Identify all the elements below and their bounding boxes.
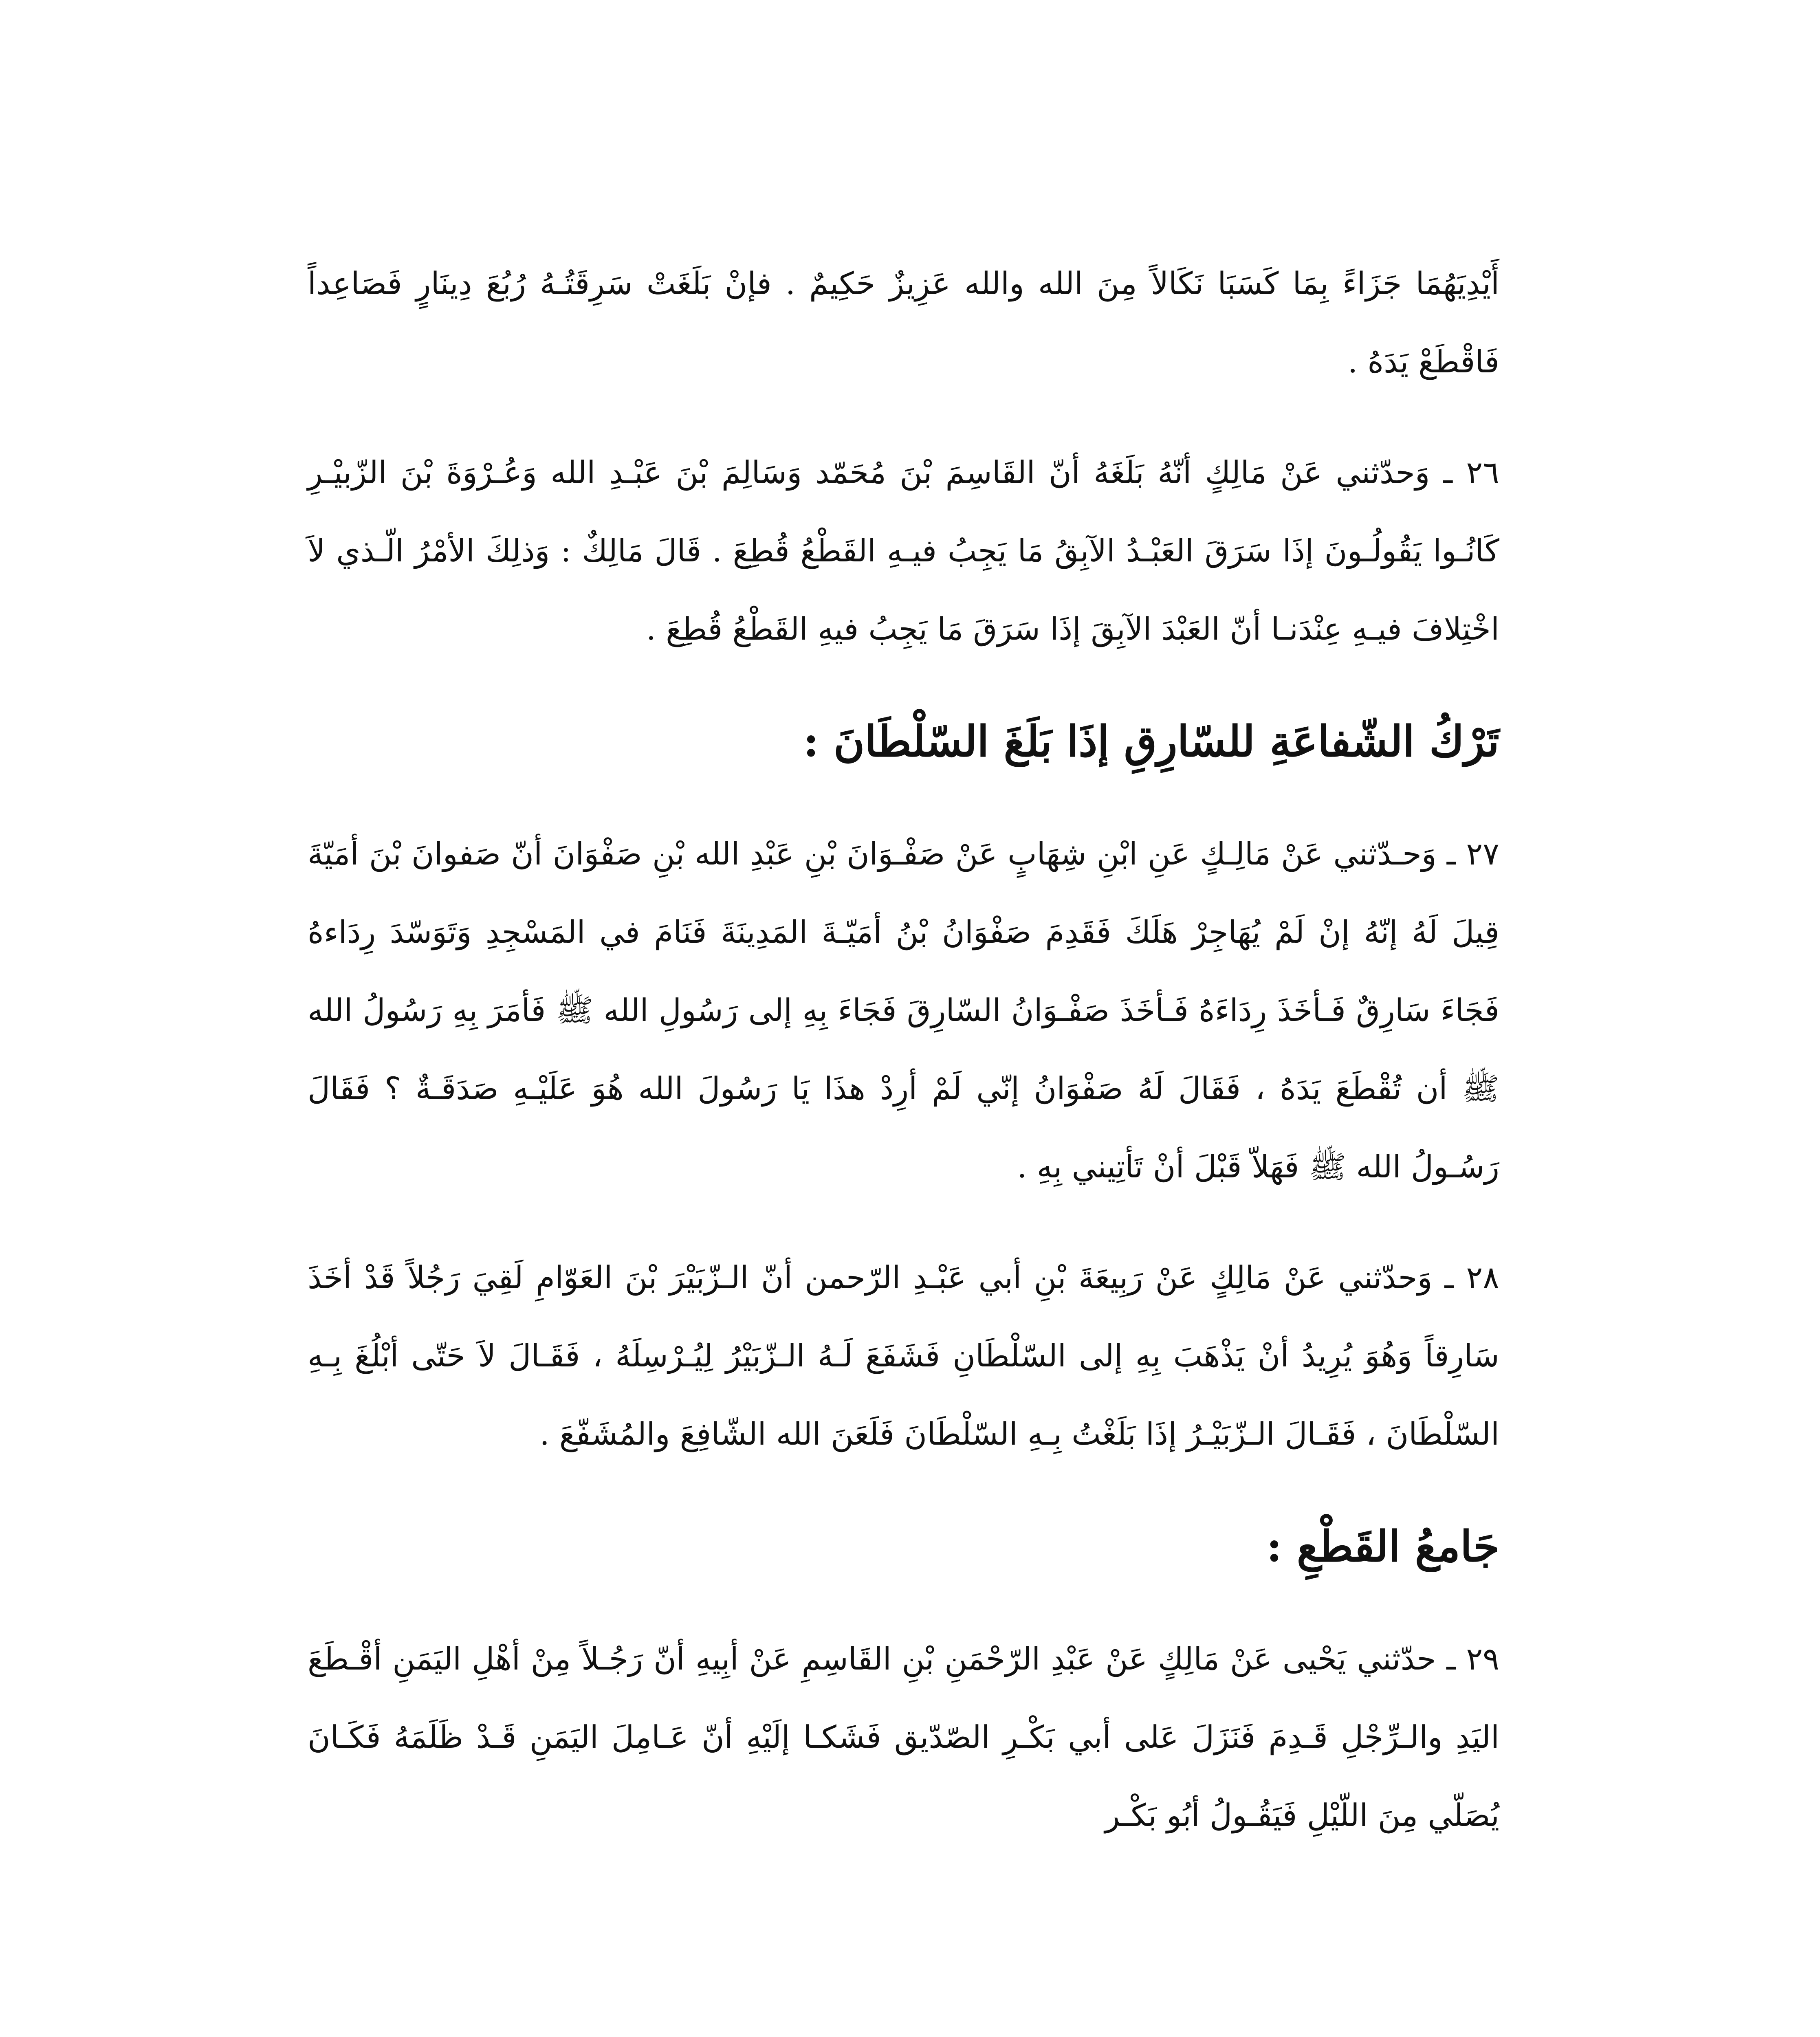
paragraph-hadith-26: ٢٦ ـ وَحدّثني عَنْ مَالِكٍ أنّهُ بَلَغَهُ أنّ القَاسِمَ بْنَ مُحَمّد وَسَالِمَ بْنَ عَبْـدِ الله وَعُـرْوَةَ بْنَ الزّبيْـرِ كَانُـوا يَقُولُـونَ إذَا سَرَقَ العَبْـدُ الآبِقُ مَا يَجِبُ فيـهِ القَطْعُ قُطِعَ . قَالَ مَالِكٌ : وَذلِكَ الأمْرُ الّـذي لاَ اخْتِلافَ فيـهِ عِنْدَنـا أنّ العَبْدَ الآبِقَ إذَا سَرَقَ مَا يَجِبُ فيهِ القَطْعُ قُطِعَ . [308,454,1499,647]
page-body [308,244,1499,1854]
paragraph-hadith-27: ٢٧ ـ وَحـدّثني عَنْ مَالِـكٍ عَنِ ابْنِ شِهَابٍ عَنْ صَفْـوَانَ بْنِ عَبْدِ الله بْنِ صَفْوَانَ أنّ صَفوانَ بْنَ أمَيّةَ قِيلَ لَهُ إنّهُ إنْ لَمْ يُهَاجِرْ هَلَكَ فَقَدِمَ صَفْوَانُ بْنُ أمَيّـةَ المَدِينَةَ فَنَامَ في المَسْجِدِ وَتَوَسّدَ رِدَاءهُ فَجَاءَ سَارِقٌ فَـأخَذَ رِدَاءَهُ فَـأخَذَ صَفْـوَانُ السّارِقَ فَجَاءَ بِهِ إلى رَسُولِ الله ﷺ فَأمَرَ بِهِ رَسُولُ الله ﷺ أن تُقْطَعَ يَدَهُ ، فَقَالَ لَهُ صَفْوَانُ إنّي لَمْ أرِدْ هذَا يَا رَسُولَ الله هُوَ عَلَيْـهِ صَدَقَـةٌ ؟ فَقَالَ رَسُـولُ الله ﷺ فَهَلاّ قَبْلَ أنْ تَأتِيني بِهِ . [308,836,1499,1185]
section-heading-jami-al-qat: جَامعُ القَطْعِ : [1266,1521,1499,1571]
section-heading-intercession: تَرْكُ الشّفاعَةِ للسّارِقِ إذَا بَلَغَ السّلْطَانَ : [803,716,1499,766]
paragraph-continuation: أَيْدِيَهُمَا جَزَاءً بِمَا كَسَبَا نَكَالاً مِنَ الله والله عَزِيزٌ حَكِيمٌ . فإنْ بَلَغَتْ سَرِقَتُـهُ رُبُعَ دِينَارٍ فَصَاعِداً فَاقْطَعْ يَدَهُ . [308,265,1499,380]
paragraph-hadith-28: ٢٨ ـ وَحدّثني عَنْ مَالِكٍ عَنْ رَبِيعَةَ بْنِ أبي عَبْـدِ الرّحمن أنّ الـزّبَيْرَ بْنَ العَوّامِ لَقِيَ رَجُلاً قَدْ أخَذَ سَارِقاً وَهُوَ يُرِيدُ أنْ يَذْهَبَ بِهِ إلى السّلْطَانِ فَشَفَعَ لَـهُ الـزّبَيْرُ لِيُـرْسِلَهُ ، فَقَـالَ لاَ حَتّى أبْلُغَ بِـهِ السّلْطَانَ ، فَقَـالَ الـزّبَيْـرُ إذَا بَلَغْتُ بِـهِ السّلْطَانَ فَلَعَنَ الله الشّافِعَ والمُشَفّعَ . [308,1259,1499,1452]
paragraph-hadith-29: ٢٩ ـ حدّثني يَحْيى عَنْ مَالِكٍ عَنْ عَبْدِ الرّحْمَنِ بْنِ القَاسِمِ عَنْ أبِيهِ أنّ رَجُـلاً مِنْ أهْلِ اليَمَنِ أقْـطَعَ اليَدِ والـرِّجْلِ قَـدِمَ فَنَزَلَ عَلى أبي بَكْـرِ الصّدّيق فَشَكـا إلَيْهِ أنّ عَـامِلَ اليَمَنِ قَـدْ ظَلَمَهُ فَكَـانَ يُصَلّي مِنَ اللّيْلِ فَيَقُـولُ أبُو بَكْـر [308,1641,1499,1833]
